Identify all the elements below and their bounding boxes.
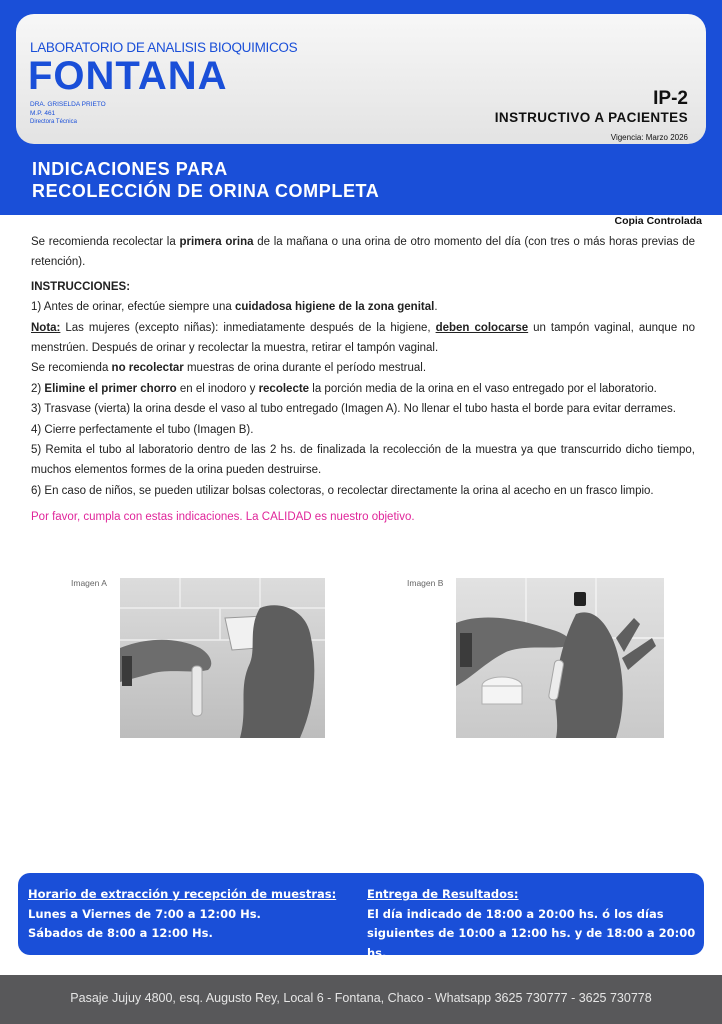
header-card — [16, 14, 706, 144]
schedule-box — [18, 873, 704, 960]
schedule-results — [367, 885, 704, 963]
results-line1: El día indicado de 18:00 a 20:00 hs. ó los días — [367, 906, 664, 921]
doctor-name: DRA. GRISELDA PRIETO — [30, 101, 106, 108]
intro-paragraph: Se recomienda recolectar la primera orina de la mañana o una orina de otro momento del día (con tres o más horas previas de retención). — [31, 236, 696, 269]
step-1: 1) Antes de orinar, efectúe siempre una cuidadosa higiene de la zona genital. — [31, 301, 438, 314]
nota-paragraph: Nota: Las mujeres (excepto niñas): inmediatamente después de la higiene, deben colocarse un tampón vaginal, aunque no menstrúen. Después de orinar y recolectar la muestra, retirar el tampón vaginal. — [31, 321, 695, 355]
document-type: INSTRUCTIVO A PACIENTES — [494, 110, 688, 125]
step-4: 4) Cierre perfectamente el tubo (Imagen B). — [31, 423, 254, 436]
menstrual-note: Se recomienda no recolectar muestras de orina durante el período mestrual. — [31, 362, 427, 375]
step-3: 3) Trasvase (vierta) la orina desde el vaso al tubo entregado (Imagen A). No llenar el tubo hasta el borde para evitar derrames. — [31, 403, 676, 416]
doctor-title: Directora Técnica — [30, 119, 77, 125]
director-info — [30, 101, 106, 127]
extraction-saturday: Sábados de 8:00 a 12:00 Hs. — [28, 926, 213, 940]
instructions-title: INSTRUCCIONES: — [31, 280, 131, 293]
footer-bar — [0, 975, 722, 1024]
image-b-label: Imagen B — [407, 578, 444, 588]
image-a-photo — [120, 578, 325, 738]
extraction-title: Horario de extracción y recepción de muestras: — [28, 887, 337, 901]
vigencia-date: Vigencia: Marzo 2026 — [610, 133, 688, 142]
footer-address: Pasaje Jujuy 4800, esq. Augusto Rey, Local 6 - Fontana, Chaco - Whatsapp 3625 730777 - 3625 730778 — [70, 991, 652, 1005]
results-line2: siguientes de 10:00 a 12:00 hs. y de 18:00 a 20:00 hs. — [367, 926, 696, 960]
copia-controlada-label: Copia Controlada — [614, 215, 702, 227]
brand-logo-text: FONTANA — [28, 54, 228, 98]
extraction-weekdays: Lunes a Viernes de 7:00 a 12:00 Hs. — [28, 906, 261, 921]
step-2: 2) Elimine el primer chorro en el inodoro y recolecte la porción media de la orina en el vaso entregado por el laboratorio. — [31, 382, 657, 395]
page-title — [32, 158, 379, 202]
page-title-line2: RECOLECCIÓN DE ORINA COMPLETA — [32, 181, 380, 201]
page-title-line1: INDICACIONES PARA — [32, 159, 228, 179]
closing-message: Por favor, cumpla con estas indicaciones. La CALIDAD es nuestro objetivo. — [31, 511, 415, 524]
doctor-mp: M.P. 461 — [30, 109, 56, 117]
instructions-body — [31, 232, 695, 528]
lab-name: LABORATORIO DE ANALISIS BIOQUIMICOS — [30, 40, 298, 55]
step-6: 6) En caso de niños, se pueden utilizar bolsas colectoras, o recolectar directamente la orina al acecho en un frasco limpio. — [31, 484, 654, 497]
image-b-photo — [456, 578, 664, 738]
step-5: 5) Remita el tubo al laboratorio dentro de las 2 hs. de finalizada la recolección de la muestra ya que transcurrido dicho tiempo, muchos elementos formes de la orina pueden destruirse. — [31, 444, 695, 477]
document-code: IP-2 — [653, 88, 688, 109]
image-a-label: Imagen A — [71, 578, 107, 588]
results-title: Entrega de Resultados: — [367, 887, 519, 901]
schedule-extraction — [28, 885, 336, 944]
